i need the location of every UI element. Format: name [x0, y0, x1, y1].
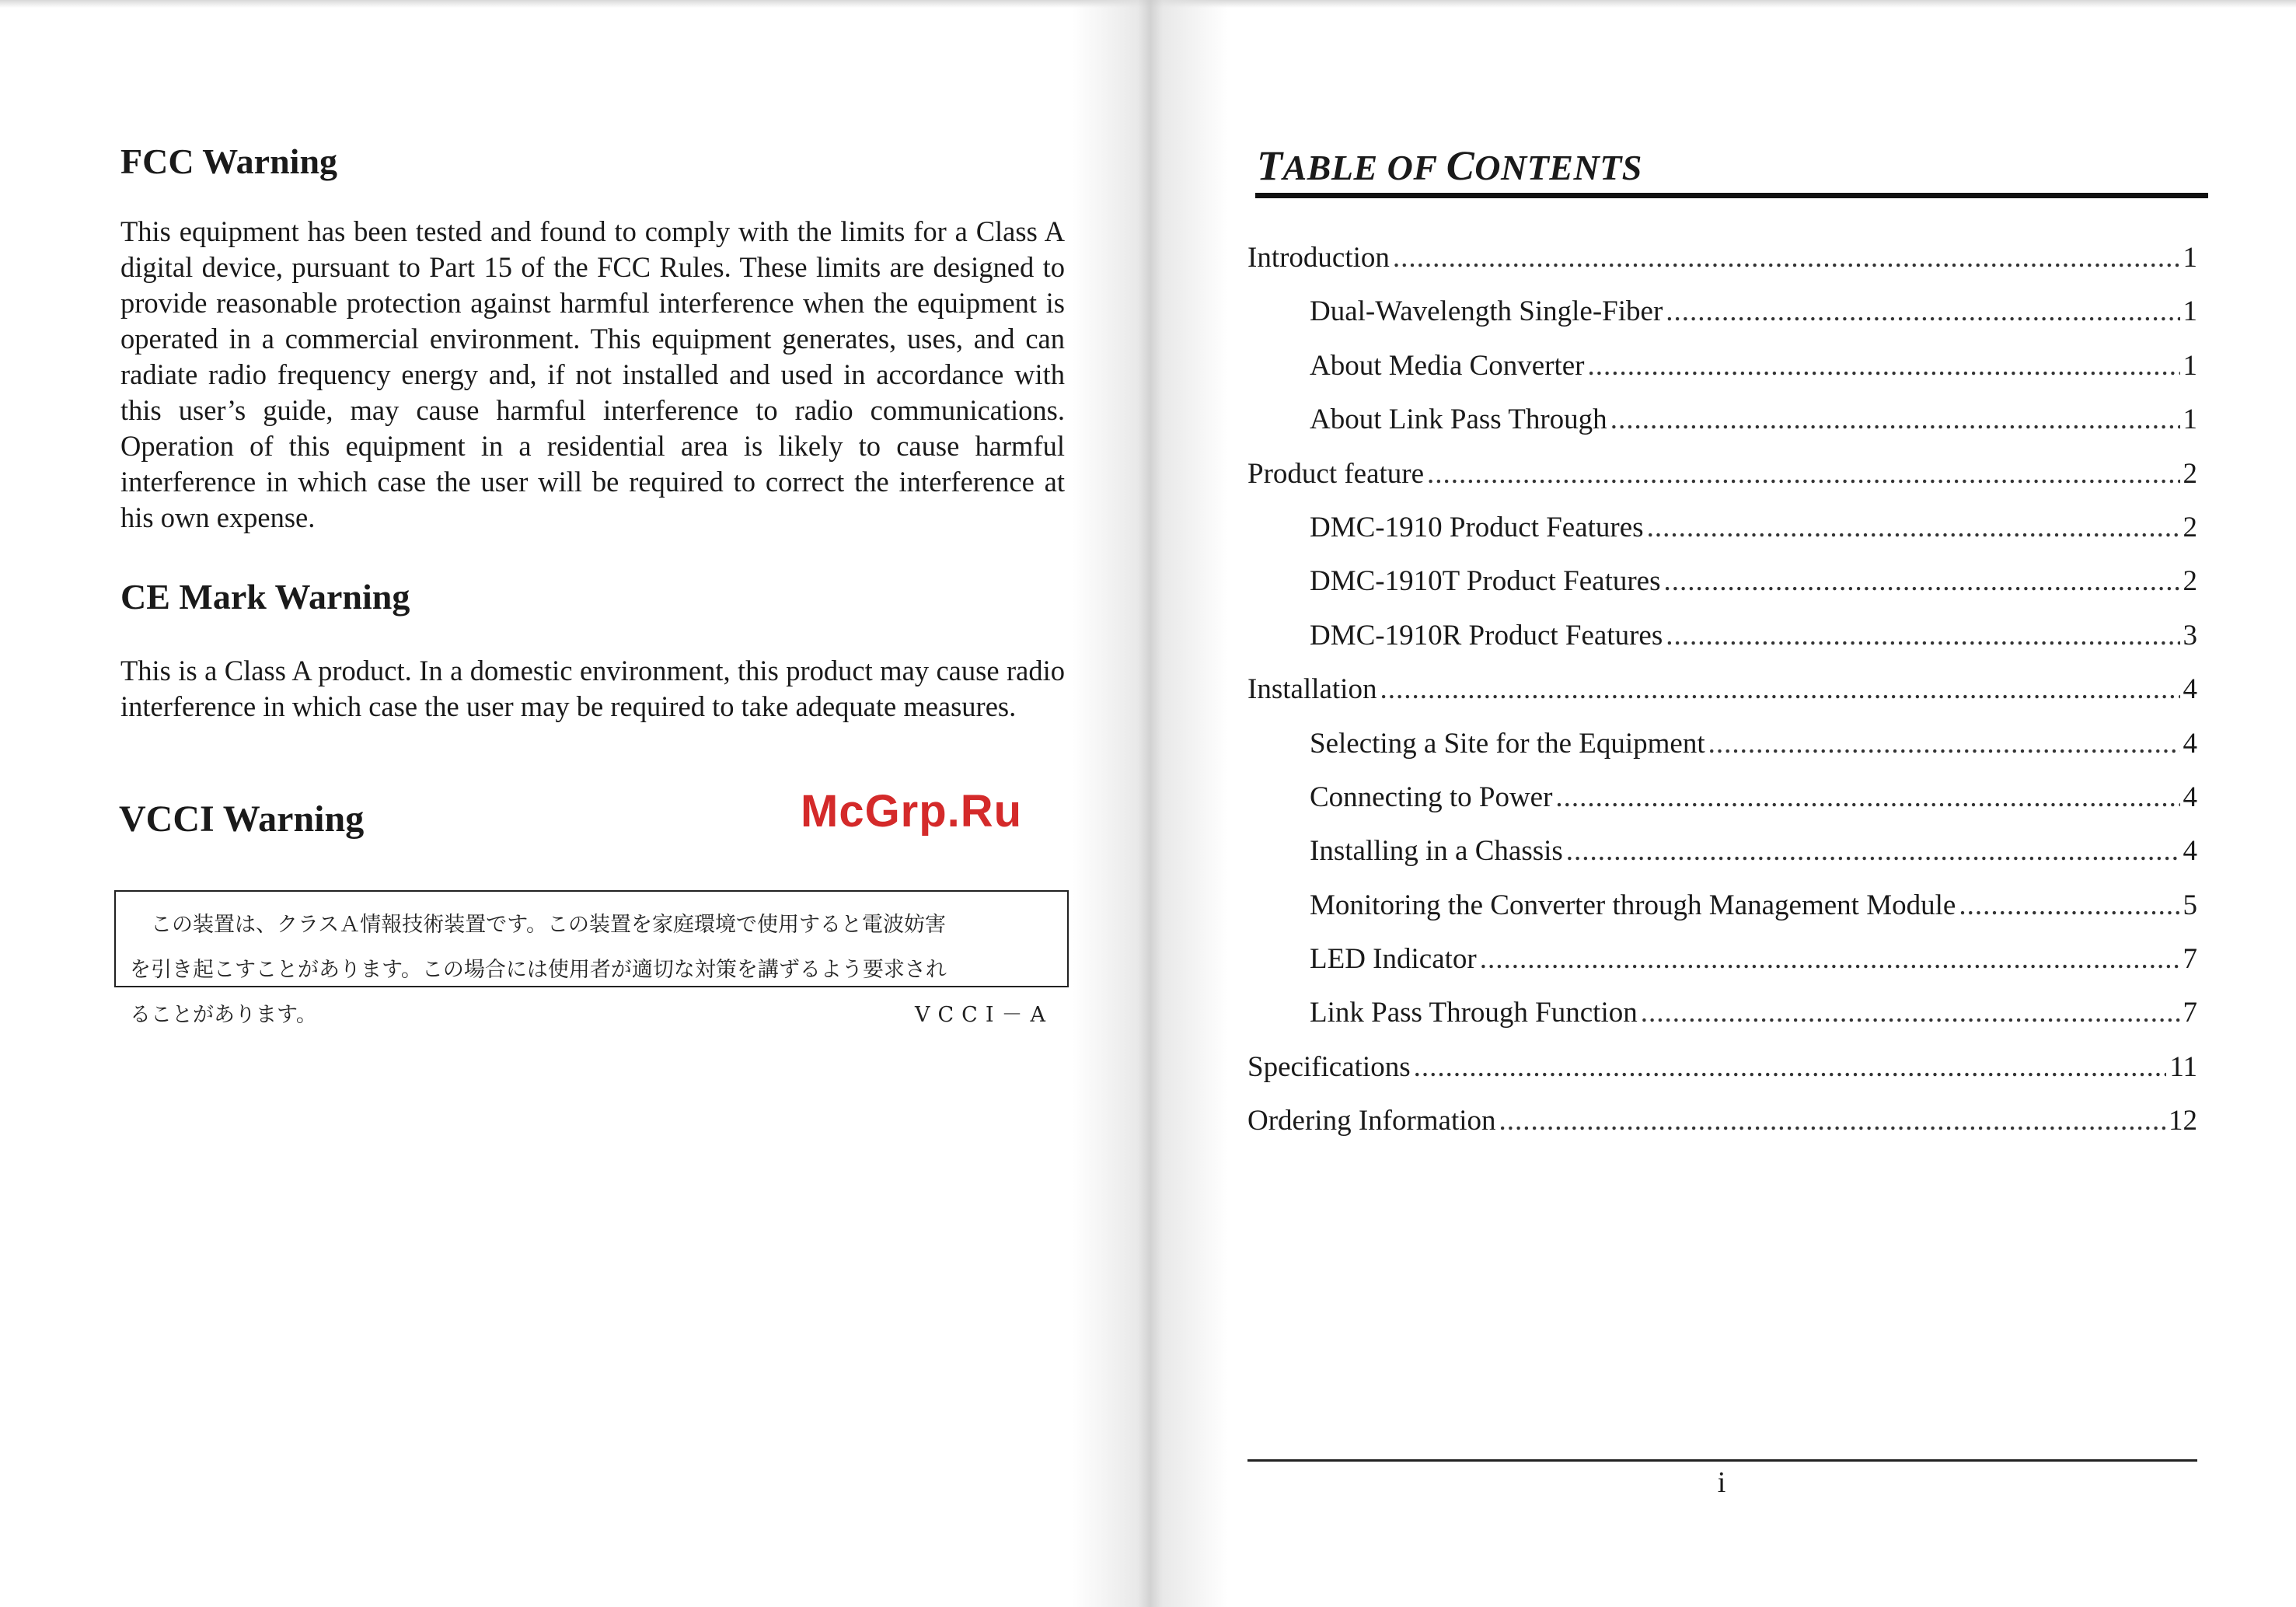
toc-entry [1247, 241, 2197, 295]
vcci-notice-line-1: この装置は、クラスＡ情報技術装置です。この装置を家庭環境で使用すると電波妨害 [151, 913, 947, 937]
toc-entry-label: Specifications [1247, 1050, 1411, 1083]
toc-entry [1247, 889, 2197, 942]
vcci-notice-line-2: を引き起こすことがあります。この場合には使用者が適切な対策を講ずるよう要求され [130, 958, 947, 982]
toc-entry [1247, 996, 2197, 1050]
toc-entry-page: 2 [2183, 565, 2197, 598]
toc-entry-label: Selecting a Site for the Equipment [1310, 727, 1705, 760]
vcci-notice-box [114, 890, 1069, 1027]
toc-entry-label: Product feature [1247, 457, 1425, 490]
toc-entry-label: DMC-1910R Product Features [1310, 619, 1663, 652]
toc-entry [1247, 457, 2197, 511]
toc-dot-leader [1587, 349, 2179, 383]
toc-entry-page: 1 [2183, 242, 2197, 274]
toc-entry-page: 7 [2183, 943, 2197, 976]
toc-entry-label: Ordering Information [1247, 1105, 1496, 1137]
toc-entry-page: 7 [2183, 997, 2197, 1029]
toc-dot-leader [1664, 564, 2180, 598]
toc-dot-leader [1499, 1104, 2165, 1137]
toc-dot-leader [1666, 295, 2179, 328]
toc-entry [1247, 511, 2197, 564]
toc-dot-leader [1610, 403, 2180, 436]
toc-dot-leader [1708, 727, 2180, 760]
watermark: McGrp.Ru [801, 786, 1023, 837]
toc-entry-page: 1 [2183, 403, 2197, 436]
toc-dot-leader [1427, 457, 2179, 491]
toc-dot-leader [1647, 511, 2180, 544]
toc-dot-leader [1566, 834, 2180, 868]
toc-entry-page: 4 [2183, 727, 2197, 760]
toc-list [1247, 241, 2197, 1158]
toc-entry-page: 1 [2183, 349, 2197, 382]
toc-entry-label: About Media Converter [1310, 349, 1585, 382]
toc-entry [1247, 349, 2197, 403]
vcci-notice-line-3-row [130, 993, 1053, 1038]
toc-entry-label: LED Indicator [1310, 943, 1477, 976]
toc-entry-page: 5 [2183, 889, 2197, 921]
toc-entry-page: 12 [2169, 1105, 2197, 1137]
vcci-class-code: VCCI－A [915, 1003, 1053, 1027]
book-gutter [1073, 0, 1228, 1607]
toc-entry-label: About Link Pass Through [1310, 403, 1607, 436]
toc-dot-leader [1959, 889, 2179, 922]
toc-entry-label: DMC-1910T Product Features [1310, 565, 1661, 598]
table-of-contents-title: TABLE OF CONTENTS [1257, 142, 1642, 189]
toc-entry-page: 1 [2183, 295, 2197, 328]
toc-entry [1247, 834, 2197, 888]
toc-entry-label: DMC-1910 Product Features [1310, 511, 1644, 543]
toc-entry-label: Introduction [1247, 242, 1390, 274]
toc-entry [1247, 619, 2197, 672]
toc-entry [1247, 727, 2197, 781]
toc-dot-leader [1380, 672, 2179, 706]
toc-entry-page: 11 [2169, 1050, 2197, 1083]
toc-entry-label: Link Pass Through Function [1310, 997, 1638, 1029]
toc-entry-label: Installing in a Chassis [1310, 835, 1563, 868]
toc-entry-page: 2 [2183, 511, 2197, 543]
vcci-warning-heading: VCCI Warning [119, 798, 365, 840]
toc-entry-page: 4 [2183, 835, 2197, 868]
toc-entry-label: Installation [1247, 673, 1377, 706]
vcci-notice-line-3: ることがあります。 [130, 1003, 317, 1027]
toc-entry-page: 4 [2183, 781, 2197, 813]
toc-entry [1247, 942, 2197, 996]
ce-mark-warning-text: This is a Class A product. In a domestic environment, this product may cause radio interference in which case the user may be required to take adequate measures. [120, 655, 1065, 722]
toc-entry [1247, 1104, 2197, 1158]
toc-entry [1247, 1050, 2197, 1104]
fcc-warning-text: This equipment has been tested and found to comply with the limits for a Class A digital device, pursuant to Part 15 of the FCC Rules. These limits are designed to provide reasonable protection against harmful interference when the equipment is operated in a commercial environment. This equipment generates, uses, and can radiate radio frequency energy and, if not installed and used in accordance with this user’s guide, may cause harmful interference to radio communications. Operation of this equipment in a residential area is likely to cause harmful interference in which case the user will be required to correct the interference at his own expense. [120, 215, 1065, 533]
page-number: i [1717, 1466, 1726, 1499]
ce-mark-warning-heading: CE Mark Warning [120, 577, 410, 617]
toc-entry [1247, 403, 2197, 456]
toc-dot-leader [1641, 996, 2180, 1029]
toc-title-rule [1255, 193, 2208, 198]
toc-entry [1247, 672, 2197, 726]
toc-dot-leader [1480, 942, 2180, 976]
toc-dot-leader [1666, 619, 2179, 652]
toc-entry [1247, 564, 2197, 618]
toc-entry [1247, 295, 2197, 348]
toc-entry-page: 4 [2183, 673, 2197, 706]
toc-entry-label: Monitoring the Converter through Management Module [1310, 889, 1956, 921]
toc-dot-leader [1393, 241, 2180, 274]
toc-dot-leader [1414, 1050, 2167, 1084]
footer-rule [1247, 1459, 2197, 1462]
toc-entry [1247, 781, 2197, 834]
fcc-warning-heading: FCC Warning [120, 141, 338, 181]
toc-entry-label: Dual-Wavelength Single-Fiber [1310, 295, 1663, 328]
toc-dot-leader [1555, 781, 2179, 814]
toc-entry-label: Connecting to Power [1310, 781, 1553, 813]
toc-entry-page: 2 [2183, 457, 2197, 490]
toc-entry-page: 3 [2183, 619, 2197, 652]
